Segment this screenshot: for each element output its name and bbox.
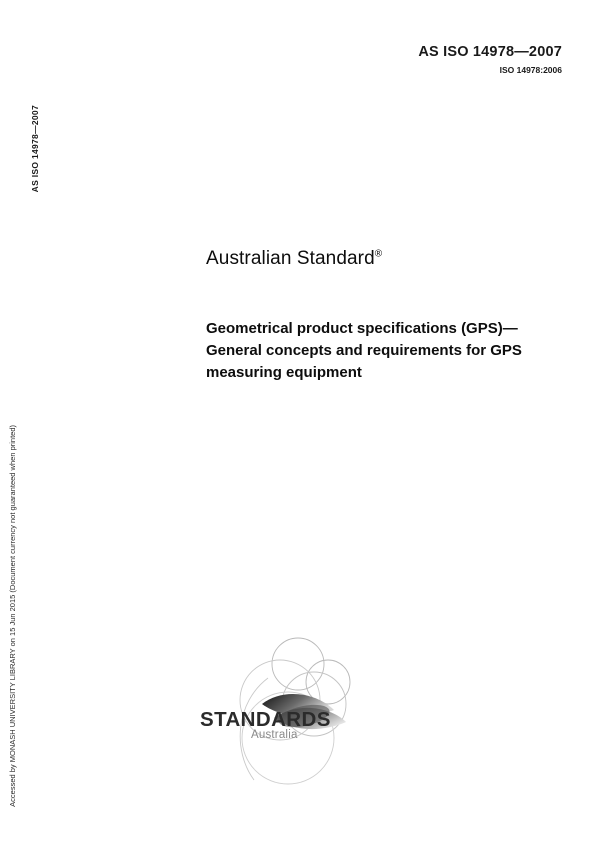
spine-access-note: Accessed by MONASH UNIVERSITY LIBRARY on 15 Jun 2015 (Document currency not guaranteed when printed) [8, 425, 17, 807]
registered-trademark-icon: ® [374, 248, 383, 260]
spine-document-number: AS ISO 14978—2007 [30, 105, 40, 193]
standard-label [206, 248, 382, 270]
logo-wordmark: STANDARDS [200, 708, 331, 731]
document-number: AS ISO 14978—2007 [418, 44, 562, 60]
document-title: Geometrical product specifications (GPS)—General concepts and requirements for GPS measuring equipment [206, 320, 522, 382]
logo-subtitle: Australia [251, 729, 298, 741]
standard-label-text: Australian Standard [206, 248, 375, 269]
document-header [418, 44, 562, 76]
document-sub-number: ISO 14978:2006 [499, 65, 562, 76]
standards-australia-logo [196, 630, 396, 810]
